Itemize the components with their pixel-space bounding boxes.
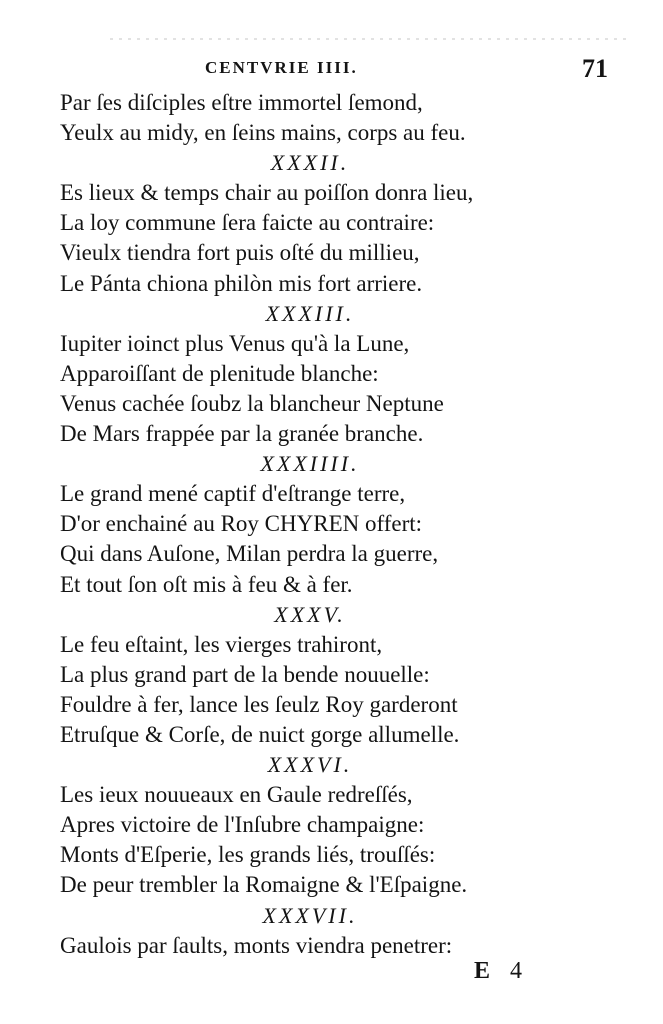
quatrain-number: XXXIII.: [265, 300, 355, 326]
verse-line: Es lieux & temps chair au poiſſon donra lieu,: [60, 180, 474, 206]
verse-line: Gaulois par ſaults, monts viendra penetrer:: [60, 932, 453, 958]
verse-line: Le feu eſtaint, les vierges trahiront,: [60, 631, 383, 657]
verse-line: La plus grand part de la bende nouuelle:: [60, 661, 430, 687]
verse-line: Le Pánta chiona philòn mis fort arriere.: [60, 270, 423, 296]
quatrain-number: XXXII.: [270, 150, 350, 176]
verse-line: De Mars frappée par la granée branche.: [60, 421, 424, 447]
verse-line: Apparoiſſant de plenitude blanche:: [60, 360, 379, 386]
page-header: [0, 56, 663, 86]
verse-line: Vieulx tiendra fort puis oſté du millieu,: [60, 240, 420, 266]
verse-line: Yeulx au midy, en ſeins mains, corps au feu.: [60, 120, 466, 146]
verse-line: Par ſes diſciples eſtre immortel ſemond,: [60, 90, 423, 115]
verse-line: Fouldre à fer, lance les ſeulz Roy garderont: [60, 691, 458, 717]
verse-line: Le grand mené captif d'eſtrange terre,: [60, 481, 406, 507]
quatrain-number: XXXV.: [274, 601, 346, 627]
verse-line: Etruſque & Corſe, de nuict gorge allumelle.: [60, 721, 460, 747]
scan-artifact: [110, 38, 630, 40]
quatrain-number: XXXVI.: [267, 752, 353, 778]
signature-number: 4: [510, 958, 523, 984]
verse-line: Iupiter ioinct plus Venus qu'à la Lune,: [60, 330, 410, 356]
verse-line: D'or enchainé au Roy CHYREN offert:: [60, 511, 423, 537]
verse-line: Apres victoire de l'Inſubre champaigne:: [60, 812, 425, 838]
quatrain-text-block: [60, 88, 620, 961]
signature-mark: [474, 958, 522, 985]
page-number: 71: [582, 54, 608, 83]
verse-line: La loy commune ſera faicte au contraire:: [60, 210, 435, 236]
verse-line: Venus cachée ſoubz la blancheur Neptune: [60, 390, 444, 416]
verse-line: De peur trembler la Romaigne & l'Eſpaigne.: [60, 872, 468, 898]
verse-line: Qui dans Auſone, Milan perdra la guerre,: [60, 541, 439, 567]
verse-line: Monts d'Eſperie, les grands liés, trouſſés:: [60, 842, 436, 868]
verse-line: Les ieux nouueaux en Gaule redreſſés,: [60, 782, 413, 808]
verse-line: Et tout ſon oſt mis à feu & à fer.: [60, 571, 353, 597]
running-head: CENTVRIE IIII.: [205, 58, 358, 77]
signature-letter: E: [474, 958, 491, 984]
quatrain-number: XXXVII.: [262, 902, 358, 928]
quatrain-number: XXXIIII.: [260, 451, 360, 477]
